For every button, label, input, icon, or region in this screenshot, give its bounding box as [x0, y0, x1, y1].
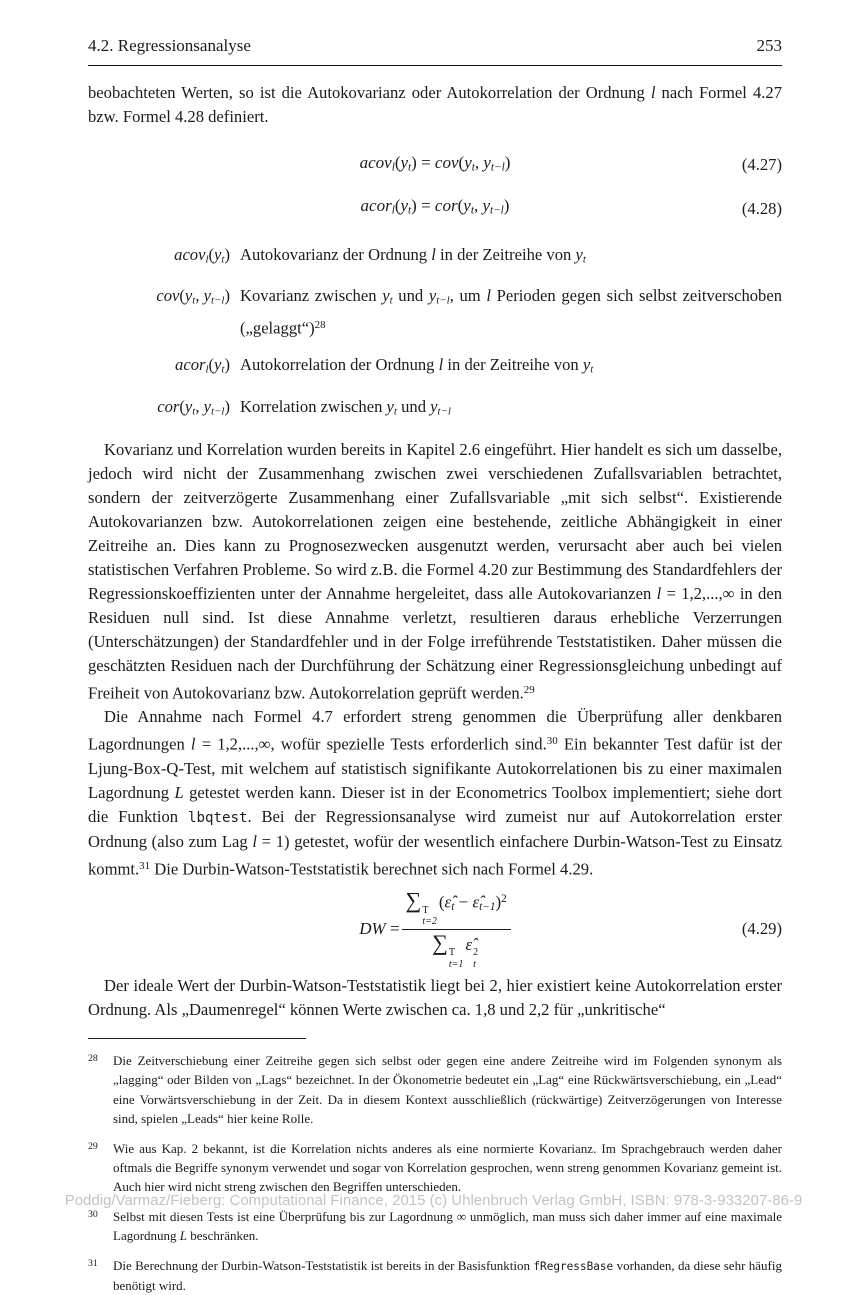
formula-4-28-number: (4.28)	[741, 198, 782, 218]
footnote-number: 28	[88, 1052, 98, 1064]
definition-text: Autokorrelation der Ordnung l in der Zeitreihe von yt	[240, 355, 594, 376]
definition-term: acovl(yt)	[174, 244, 230, 266]
page-header	[88, 34, 782, 66]
footnote-text: Die Berechnung der Durbin-Watson-Teststatistik ist bereits in der Basisfunktion fRegressBase vorhanden, da diese sehr häufig benötigt wird.	[113, 1257, 782, 1294]
paragraph-autocovariance: Kovarianz und Korrelation wurden bereits in Kapitel 2.6 eingeführt. Hier handelt es sich um dasselbe, jedoch wird nicht der Zusammenhang zwischen zwei verschiedenen Zufallsvariablen betrachtet, sondern der zeitverzögerte Zusammenhang einer Zufallsvariable „mit sich selbst“. Existierende Autokovarianzen bzw. Autokorrelationen zeigen eine bestehende, zeitliche Abhängigkeit in einer Zeitreihe an. Dies kann zu Prognosezwecken ausgenutzt werden, verursacht aber auch bei vielen statistischen Verfahren Probleme. So wird z.B. die Formel 4.20 zur Bestimmung des Standardfehlers der Regressionskoeffizienten unter der Annahme hergeleitet, dass alle Autokovarianzen l = 1,2,...,∞ in den Residuen null sind. Ist diese Annahme verletzt, resultieren daraus erhebliche Verzerrungen (Unterschätzungen) der Standardfehler und in der Folge irreführende Teststatistiken. Daher müssen die geschätzten Residuen nach der Durchführung der Schätzung einer Regressionsgleichung unbedingt auf Freiheit von Autokovarianz bzw. Autokorrelation geprüft werden.$^{29}$	[88, 440, 782, 703]
footnote-number: 30	[88, 1208, 98, 1220]
formula-4-29	[88, 887, 782, 970]
definition-row-cor	[88, 395, 782, 423]
footnote-separator	[88, 1038, 306, 1039]
formula-4-28-expression: acorl(yt) = cor(yt, yt−l)	[360, 196, 510, 217]
footnote-31	[88, 1256, 782, 1295]
footnote-28	[88, 1051, 782, 1129]
definition-term: cov(yt, yt−l)	[156, 286, 230, 307]
formula-4-28	[88, 194, 782, 222]
formula-4-29-number: (4.29)	[741, 918, 782, 938]
definition-list	[88, 243, 782, 423]
formula-4-29-numerator: ∑ T t=2 (ε̂t − ε̂t−1)$^2$	[402, 887, 511, 930]
definition-row-acor	[88, 353, 782, 381]
footnote-text: Wie aus Kap. 2 bekannt, ist die Korrelation nichts anderes als eine normierte Kovarianz. Im Sprachgebrauch werden daher oftmals die Begriffe synonym verwendet und sogar von Korrelation gesprochen, wenn streng genommen Kovarianz gemeint ist. Auch hier wird nicht streng zwischen den Begriffen unterschieden.	[113, 1140, 782, 1195]
definition-text: Korrelation zwischen yt und yt−l	[240, 396, 451, 417]
intro-paragraph: beobachteten Werten, so ist die Autokovarianz oder Autokorrelation der Ordnung l nach Formel 4.27 bzw. Formel 4.28 definiert.	[88, 83, 782, 126]
footer-credit: Poddig/Varmaz/Fieberg: Computational Finance, 2015 (c) Uhlenbruch Verlag GmbH, ISBN: 978-3-933207-86-9	[64, 1192, 803, 1209]
paragraph-ideal-value: Der ideale Wert der Durbin-Watson-Teststatistik liegt bei 2, hier existiert keine Autokorrelation erster Ordnung. Als „Daumenregel“ können Werte zwischen ca. 1,8 und 2,2 für „unkritische“	[88, 975, 782, 1019]
footnote-block	[88, 1051, 782, 1295]
section-title: 4.2. Regressionsanalyse	[88, 36, 251, 55]
definition-row-cov	[88, 284, 782, 340]
footnote-number: 31	[88, 1257, 98, 1269]
definition-text: Kovarianz zwischen yt und yt−l, um l Perioden gegen sich selbst zeitverschoben („gelaggt“)$^{28}$	[240, 286, 783, 338]
formula-4-29-fraction	[402, 887, 511, 970]
formula-4-27-expression: acovl(yt) = cov(yt, yt−l)	[359, 153, 511, 174]
footnote-text: Selbst mit diesen Tests ist eine Überprüfung bis zur Lagordnung ∞ unmöglich, man muss sich daher immer auf eine maximale Lagordnung L beschränken.	[113, 1208, 782, 1244]
definition-row-acov	[88, 243, 782, 271]
definition-term: acorl(yt)	[175, 355, 230, 376]
footnote-number: 29	[88, 1140, 98, 1152]
formula-4-29-denominator: ∑ T t=1 ε̂ 2 t	[432, 930, 479, 970]
definition-text: Autokovarianz der Ordnung l in der Zeitreihe von yt	[240, 244, 586, 266]
formula-4-27	[88, 151, 782, 179]
formula-4-27-number: (4.27)	[741, 155, 782, 175]
page-number: 253	[756, 36, 782, 55]
paragraph-tests: Die Annahme nach Formel 4.7 erfordert streng genommen die Überprüfung aller denkbaren Lagordnungen l = 1,2,...,∞, wofür spezielle Tests erforderlich sind.$^{30}$ Ein bekannter Test dafür ist der Ljung-Box-Q-Test, mit welchem auf statistisch signifikante Autokorrelationen bis zu einer maximalen Lagordnung L getestet werden kann. Dieser ist in der Econometrics Toolbox implementiert; siehe dort die Funktion lbqtest. Bei der Regressionsanalyse wird zumeist nur auf Autokorrelation erster Ordnung (also zum Lag l = 1) getestet, wofür der wesentlich einfachere Durbin-Watson-Test zu Einsatz kommt.$^{31}$ Die Durbin-Watson-Teststatistik berechnet sich nach Formel 4.29.	[88, 707, 783, 879]
definition-term: cor(yt, yt−l)	[157, 396, 230, 417]
formula-4-29-lhs: DW =	[359, 918, 400, 938]
footnote-text: Die Zeitverschiebung einer Zeitreihe gegen sich selbst oder gegen eine andere Zeitreihe wird im Folgenden synonym als „lagging“ oder Bilden von „Lags“ bezeichnet. In der Ökonometrie bedeutet ein „Lag“ eine Rückwärtsverschiebung, ein „Lead“ eine Vorwärtsverschiebung in der Zeit. Da in diesem Kontext ausschließlich (rückwärtige) Zeitverzögerungen von Interesse sind, spielen „Leads“ hier keine Rolle.	[113, 1052, 782, 1127]
formula-4-29-expression	[359, 887, 511, 970]
